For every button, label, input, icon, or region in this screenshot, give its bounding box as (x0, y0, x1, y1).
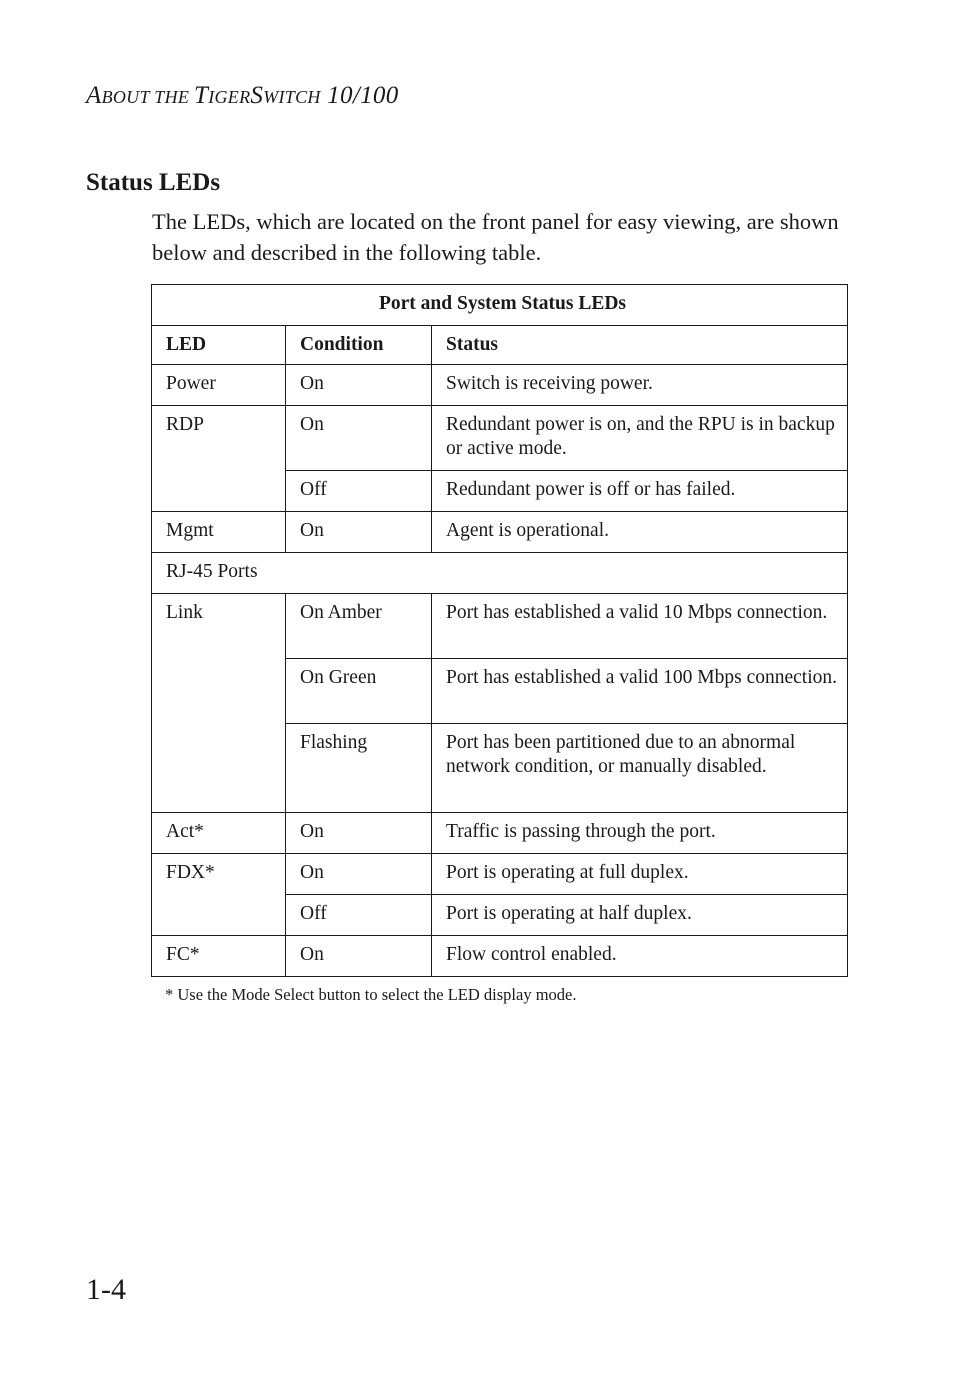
led-cell: FC* (152, 936, 286, 977)
table-title-row (152, 285, 848, 326)
running-head-cap-t: T (193, 82, 209, 109)
header-led: LED (152, 326, 286, 365)
table-row-fc (152, 936, 848, 977)
header-condition: Condition (286, 326, 432, 365)
intro-paragraph: The LEDs, which are located on the front panel for easy viewing, are shown below and described in the following table. (152, 209, 839, 265)
condition-cell: Off (286, 471, 432, 512)
status-cell: Traffic is passing through the port. (432, 813, 848, 854)
status-cell: Port has established a valid 100 Mbps connection. (432, 659, 848, 724)
condition-cell: Flashing (286, 724, 432, 813)
condition-cell: On (286, 936, 432, 977)
table-row-power (152, 365, 848, 406)
running-head-cap-a: A (86, 82, 102, 109)
condition-cell: On (286, 512, 432, 553)
led-cell: RDP (152, 406, 286, 512)
header-status: Status (432, 326, 848, 365)
table-row-rdp-on (152, 406, 848, 471)
status-cell: Switch is receiving power. (432, 365, 848, 406)
status-cell: Flow control enabled. (432, 936, 848, 977)
condition-cell: On Amber (286, 594, 432, 659)
status-cell: Redundant power is on, and the RPU is in backup or active mode. (432, 406, 848, 471)
table-title: Port and System Status LEDs (152, 285, 848, 326)
table-row-act (152, 813, 848, 854)
table-header-row (152, 326, 848, 365)
status-cell: Redundant power is off or has failed. (432, 471, 848, 512)
led-cell: FDX* (152, 854, 286, 936)
condition-cell: On (286, 813, 432, 854)
status-cell: Port is operating at full duplex. (432, 854, 848, 895)
condition-cell: On (286, 406, 432, 471)
status-cell: Port has established a valid 10 Mbps connection. (432, 594, 848, 659)
table-row-rj45-heading (152, 553, 848, 594)
status-cell: Port is operating at half duplex. (432, 895, 848, 936)
section-title: Status LEDs (86, 169, 221, 196)
condition-cell: On Green (286, 659, 432, 724)
rj45-ports-heading: RJ-45 Ports (152, 553, 848, 594)
running-head-cap-s: S (250, 82, 264, 109)
running-head-word-tiger: IGER (208, 87, 251, 107)
status-cell: Agent is operational. (432, 512, 848, 553)
status-cell: Port has been partitioned due to an abnormal network condition, or manually disabled. (432, 724, 848, 813)
running-head (86, 80, 399, 113)
table-footnote: * Use the Mode Select button to select the LED display mode. (165, 985, 577, 1004)
led-cell: Mgmt (152, 512, 286, 553)
table-row-fdx-on (152, 854, 848, 895)
table-row-mgmt (152, 512, 848, 553)
condition-cell: On (286, 365, 432, 406)
running-head-model: 10/100 (320, 82, 399, 109)
condition-cell: Off (286, 895, 432, 936)
running-head-word-about: BOUT THE (101, 87, 194, 107)
page-number: 1-4 (86, 1273, 126, 1306)
led-cell: Act* (152, 813, 286, 854)
led-cell: Power (152, 365, 286, 406)
status-led-table (151, 284, 848, 977)
condition-cell: On (286, 854, 432, 895)
table-row-link-amber (152, 594, 848, 659)
running-head-word-switch: WITCH (263, 87, 321, 107)
led-cell: Link (152, 594, 286, 813)
